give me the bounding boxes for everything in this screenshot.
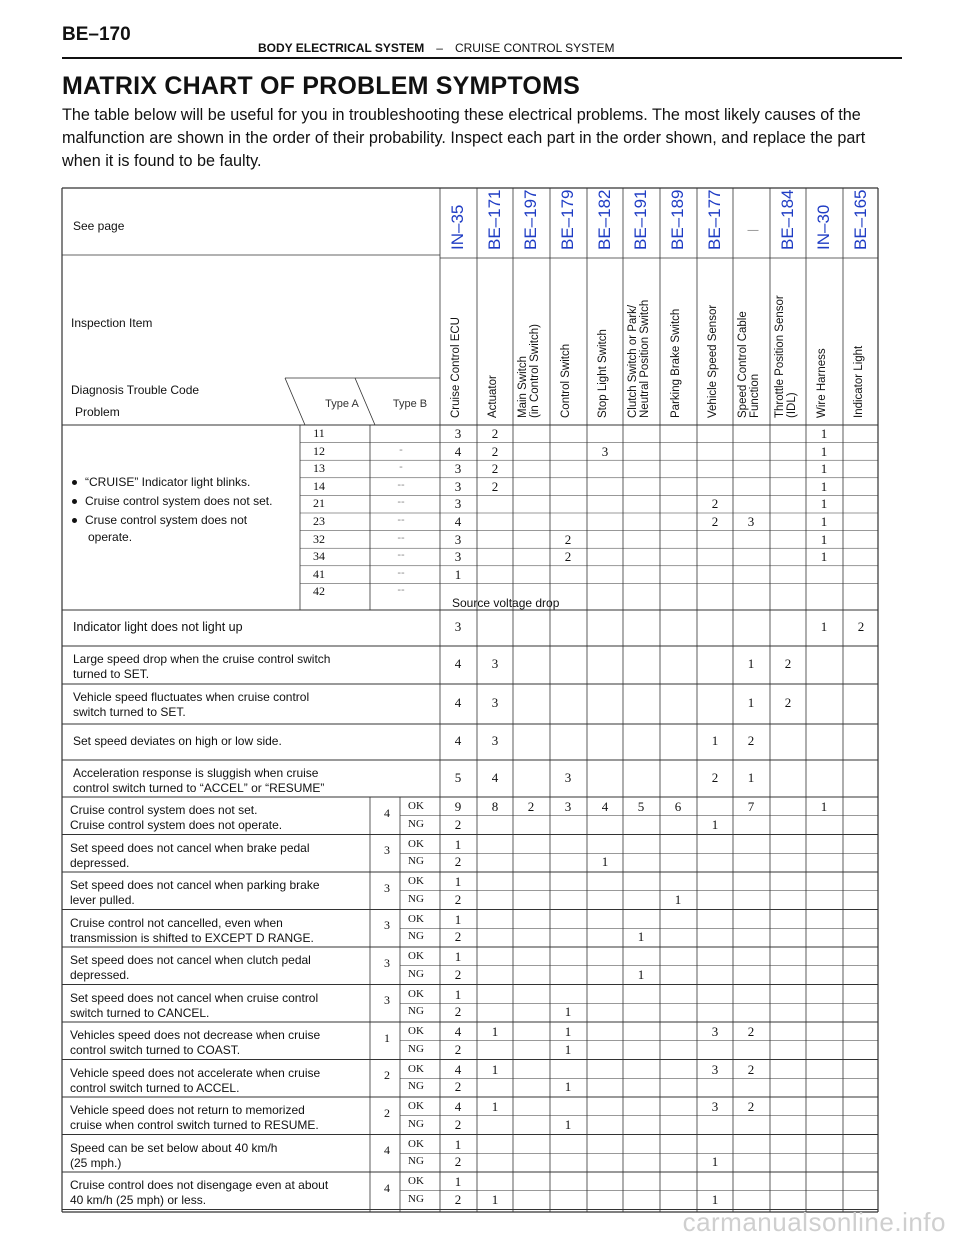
matrix-value: 3 bbox=[747, 514, 755, 529]
matrix-value: 2 bbox=[564, 549, 572, 565]
matrix-value-ok: 1 bbox=[454, 986, 462, 1002]
page-title: MATRIX CHART OF PROBLEM SYMPTOMS bbox=[62, 72, 580, 100]
matrix-value-ng: 2 bbox=[454, 854, 462, 870]
column-page-ref: BE–165 bbox=[851, 189, 870, 250]
intro-paragraph: The table below will be useful for you in troubleshooting these electrical problems. The most likely causes of the malfunction are shown in the order of their probability. Inspect each part in the order shown, and replace the part when it is found to be faulty. bbox=[62, 106, 866, 170]
inspection-item-label: Inspection Item bbox=[71, 316, 153, 330]
dtc-problem-line bbox=[72, 494, 272, 509]
column-inspection-item: Actuator bbox=[487, 375, 499, 418]
matrix-value: 1 bbox=[454, 566, 462, 582]
matrix-value: 3 bbox=[454, 478, 462, 494]
matrix-value: 3 bbox=[491, 733, 499, 748]
dtc-code: 11 bbox=[313, 426, 325, 440]
matrix-value-ok: 1 bbox=[454, 874, 462, 889]
dtc-code: 21 bbox=[313, 496, 325, 511]
matrix-value-ng: 2 bbox=[454, 891, 462, 907]
matrix-value: 2 bbox=[857, 619, 865, 634]
type-a-code: 4 bbox=[384, 1143, 390, 1158]
matrix-value: 1 bbox=[820, 514, 828, 529]
bullet bbox=[72, 499, 77, 504]
matrix-value: 2 bbox=[784, 695, 792, 710]
matrix-value-ng: 1 bbox=[564, 1041, 572, 1057]
column-inspection-item: Stop Light Switch bbox=[597, 329, 609, 418]
matrix-value-ok: 4 bbox=[601, 799, 609, 814]
ng-label: NG bbox=[408, 1155, 424, 1168]
matrix-value: 1 bbox=[747, 769, 755, 785]
matrix-value-ok: 1 bbox=[454, 1136, 462, 1152]
dtc-problem-text: Cruse control system does not bbox=[85, 513, 248, 527]
matrix-value: 3 bbox=[491, 695, 499, 710]
matrix-value-ok: 6 bbox=[674, 799, 682, 814]
matrix-value-ng: 1 bbox=[564, 1116, 572, 1132]
column-page-ref: BE–184 bbox=[778, 189, 797, 250]
column-page-ref-blank: | bbox=[745, 228, 759, 232]
ok-label: OK bbox=[408, 912, 424, 925]
ng-label: NG bbox=[408, 1117, 424, 1130]
column-inspection-item: Throttle Position Sensor (IDL) bbox=[774, 295, 798, 418]
matrix-value: 3 bbox=[454, 531, 462, 547]
column-page-ref: BE–189 bbox=[668, 189, 687, 250]
dtc-typeb-mark: -- bbox=[397, 584, 405, 597]
matrix-value: 3 bbox=[454, 461, 462, 477]
matrix-value: 1 bbox=[747, 656, 755, 671]
matrix-value-ng: 1 bbox=[711, 1154, 719, 1170]
dtc-problem-line bbox=[72, 475, 250, 490]
column-page-ref: BE–179 bbox=[558, 189, 577, 250]
ng-label: NG bbox=[408, 967, 424, 980]
matrix-value-ok: 1 bbox=[491, 1024, 499, 1039]
matrix-value-ok: 5 bbox=[637, 799, 645, 814]
ng-label: NG bbox=[408, 855, 424, 868]
column-inspection-item: Clutch Switch or Park/ Neutral Position Switch bbox=[627, 299, 651, 418]
dtc-problem-line bbox=[88, 530, 132, 545]
column-inspection-item: Speed Control Cable Function bbox=[737, 311, 761, 418]
problem-text: Set speed does not cancel when clutch pedal depressed. bbox=[70, 953, 311, 982]
matrix-value: 2 bbox=[711, 514, 719, 529]
matrix-value-ok: 4 bbox=[454, 1024, 462, 1039]
matrix-value-ng: 1 bbox=[491, 1191, 499, 1207]
dtc-typeb-mark: -- bbox=[397, 478, 405, 491]
matrix-value: 2 bbox=[491, 478, 499, 494]
matrix-value-ok: 2 bbox=[747, 1099, 755, 1114]
matrix-value-ok: 4 bbox=[454, 1099, 462, 1114]
column-page-ref: BE–197 bbox=[521, 189, 540, 250]
matrix-value: 1 bbox=[820, 461, 828, 477]
matrix-value-ng: 1 bbox=[564, 1004, 572, 1020]
dtc-typeb-mark: -- bbox=[397, 531, 405, 544]
ng-label: NG bbox=[408, 930, 424, 943]
matrix-value: 2 bbox=[491, 461, 499, 477]
matrix-value: 4 bbox=[454, 443, 462, 459]
column-page-ref: IN–30 bbox=[814, 204, 833, 250]
matrix-value: 1 bbox=[711, 733, 719, 748]
problem-text: Set speed does not cancel when parking brake lever pulled. bbox=[70, 878, 320, 907]
type-a-code: 2 bbox=[384, 1105, 390, 1120]
matrix-value: 4 bbox=[454, 695, 462, 710]
matrix-value-ok: 1 bbox=[454, 836, 462, 852]
type-a-code: 3 bbox=[384, 918, 390, 933]
column-page-ref: BE–191 bbox=[631, 189, 650, 250]
matrix-value-ng: 1 bbox=[711, 816, 719, 832]
ok-label: OK bbox=[408, 1175, 424, 1187]
grid-line bbox=[285, 378, 305, 425]
symptom-text: Acceleration response is sluggish when cruise control switch turned to “ACCEL” or “RESUME” bbox=[73, 766, 325, 795]
matrix-value: 2 bbox=[491, 443, 499, 459]
matrix-value: 1 bbox=[820, 478, 828, 494]
dtc-code: 14 bbox=[313, 478, 325, 493]
ng-label: NG bbox=[408, 892, 424, 905]
column-inspection-item: Cruise Control ECU bbox=[450, 317, 462, 418]
ok-label: OK bbox=[408, 950, 424, 962]
matrix-value: 1 bbox=[820, 496, 828, 512]
type-a-code: 4 bbox=[384, 805, 390, 820]
matrix-value-ok: 2 bbox=[527, 799, 535, 814]
system-name: BODY ELECTRICAL SYSTEM bbox=[258, 41, 425, 55]
ok-label: OK bbox=[408, 987, 424, 1000]
problem-text: Cruise control not cancelled, even when transmission is shifted to EXCEPT D RANGE. bbox=[70, 915, 314, 945]
matrix-value-ng: 2 bbox=[454, 966, 462, 982]
dtc-problem-line bbox=[72, 513, 247, 528]
matrix-value-ng: 1 bbox=[637, 929, 645, 945]
problem-text: Vehicle speed does not return to memorized cruise when control switch turned to RESUME. bbox=[70, 1103, 319, 1132]
matrix-value-ok: 3 bbox=[711, 1099, 719, 1114]
matrix-value: 1 bbox=[820, 443, 828, 459]
column-page-ref: BE–182 bbox=[595, 189, 614, 250]
dtc-problem-text: Cruise control system does not set. bbox=[85, 494, 273, 508]
matrix-value: 1 bbox=[820, 549, 828, 565]
symptom-text: Large speed drop when the cruise control switch turned to SET. bbox=[73, 652, 331, 681]
symptom-text: Set speed deviates on high or low side. bbox=[73, 734, 282, 748]
problem-text: Cruise control does not disengage even at about 40 km/h (25 mph) or less. bbox=[70, 1178, 329, 1207]
dtc-typeb-mark: -- bbox=[397, 549, 405, 562]
section-name: CRUISE CONTROL SYSTEM bbox=[454, 41, 615, 55]
problem-label: Problem bbox=[75, 405, 120, 419]
matrix-value-ng: 2 bbox=[454, 1191, 462, 1207]
type-a-code: 3 bbox=[384, 955, 390, 970]
dtc-problem-text: operate. bbox=[88, 530, 133, 544]
matrix-value: 4 bbox=[454, 733, 462, 748]
column-inspection-item: Indicator Light bbox=[853, 345, 865, 418]
dtc-typeb-mark: - bbox=[399, 443, 403, 456]
ok-label: OK bbox=[408, 837, 424, 850]
ok-label: OK bbox=[408, 800, 424, 812]
matrix-value: 1 bbox=[820, 531, 828, 547]
dtc-typeb-mark: -- bbox=[397, 496, 405, 509]
dtc-typeb-mark: - bbox=[399, 461, 403, 474]
ng-label: NG bbox=[408, 817, 424, 830]
ok-label: OK bbox=[408, 1025, 424, 1037]
dtc-label: Diagnosis Trouble Code bbox=[71, 383, 200, 397]
matrix-value-ng: 2 bbox=[454, 1079, 462, 1095]
matrix-value: 4 bbox=[454, 656, 462, 671]
matrix-value: 2 bbox=[491, 426, 499, 441]
ng-label: NG bbox=[408, 1192, 424, 1205]
problem-text: Cruise control system does not set. Cruise control system does not operate. bbox=[70, 803, 283, 832]
matrix-value-ng: 2 bbox=[454, 816, 462, 832]
matrix-value-ok: 4 bbox=[454, 1061, 462, 1077]
matrix-value: 4 bbox=[454, 514, 462, 529]
matrix-value-ok: 1 bbox=[454, 911, 462, 927]
matrix-value-ok: 8 bbox=[491, 799, 499, 814]
column-page-ref: BE–171 bbox=[485, 189, 504, 250]
matrix-value-ok: 1 bbox=[491, 1099, 499, 1114]
matrix-value: 3 bbox=[491, 656, 499, 671]
type-a-code: 3 bbox=[384, 880, 390, 895]
dtc-code: 32 bbox=[313, 531, 325, 546]
type-a-code: 4 bbox=[384, 1180, 390, 1195]
dtc-code: 42 bbox=[313, 584, 325, 599]
ok-label: OK bbox=[408, 1062, 424, 1075]
matrix-value-ok: 1 bbox=[491, 1061, 499, 1077]
type-b-label: Type B bbox=[392, 398, 428, 410]
dtc-code: 13 bbox=[313, 461, 325, 476]
column-inspection-item: Parking Brake Switch bbox=[670, 308, 682, 418]
matrix-value-ng: 2 bbox=[454, 1041, 462, 1057]
column-inspection-item: Vehicle Speed Sensor bbox=[707, 304, 719, 418]
matrix-value-ng: 1 bbox=[564, 1079, 572, 1095]
type-a-code: 2 bbox=[384, 1068, 390, 1083]
symptom-text: Indicator light does not light up bbox=[73, 620, 243, 634]
matrix-value-ok: 1 bbox=[820, 799, 828, 814]
type-a-code: 3 bbox=[384, 993, 390, 1008]
problem-text: Speed can be set below about 40 km/h (25 mph.) bbox=[70, 1140, 278, 1170]
matrix-value-ng: 1 bbox=[601, 854, 609, 870]
matrix-value-ng: 1 bbox=[674, 891, 682, 907]
matrix-value-ng: 1 bbox=[711, 1191, 719, 1207]
matrix-value-ok: 1 bbox=[454, 949, 462, 964]
matrix-value: 3 bbox=[454, 496, 462, 512]
matrix-value-ok: 9 bbox=[454, 799, 462, 814]
dtc-problem-text: “CRUISE” Indicator light blinks. bbox=[85, 475, 251, 489]
type-a-code: 1 bbox=[384, 1030, 390, 1045]
dtc-code: 41 bbox=[313, 566, 325, 581]
column-inspection-item: Control Switch bbox=[560, 343, 572, 418]
watermark: carmanualsonline.info bbox=[682, 1207, 946, 1237]
matrix-value-ok: 1 bbox=[454, 1174, 462, 1189]
matrix-value-ok: 1 bbox=[564, 1024, 572, 1039]
type-a-code: 3 bbox=[384, 843, 390, 858]
matrix-value: 5 bbox=[454, 769, 462, 785]
type-a-label: Type A bbox=[325, 398, 359, 410]
matrix-value-ng: 2 bbox=[454, 1154, 462, 1170]
ng-label: NG bbox=[408, 1042, 424, 1055]
matrix-value-ok: 2 bbox=[747, 1024, 755, 1039]
matrix-value-ok: 3 bbox=[564, 799, 572, 814]
ng-label: NG bbox=[408, 1080, 424, 1093]
matrix-value-ok: 3 bbox=[711, 1061, 719, 1077]
matrix-value: 3 bbox=[454, 426, 462, 441]
ok-label: OK bbox=[408, 875, 424, 887]
matrix-value: 2 bbox=[711, 769, 719, 785]
bullet bbox=[72, 480, 77, 485]
problem-text: Set speed does not cancel when brake pedal depressed. bbox=[70, 840, 310, 870]
matrix-value-ok: 3 bbox=[711, 1024, 719, 1039]
ok-label: OK bbox=[408, 1137, 424, 1150]
matrix-value: 3 bbox=[601, 443, 609, 459]
matrix-value-ng: 2 bbox=[454, 1116, 462, 1132]
source-voltage-note: Source voltage drop bbox=[452, 596, 560, 610]
dtc-typeb-mark: -- bbox=[397, 566, 405, 579]
matrix-value: 4 bbox=[491, 769, 499, 785]
matrix-value-ng: 2 bbox=[454, 929, 462, 945]
matrix-value: 2 bbox=[564, 531, 572, 547]
matrix-value: 2 bbox=[711, 496, 719, 512]
problem-text: Vehicles speed does not decrease when cruise control switch turned to COAST. bbox=[70, 1028, 321, 1057]
column-page-ref: IN–35 bbox=[448, 204, 467, 250]
matrix-value: 3 bbox=[564, 769, 572, 785]
problem-text: Set speed does not cancel when cruise control switch turned to CANCEL. bbox=[70, 990, 319, 1020]
header-separator: – bbox=[436, 41, 443, 55]
matrix-value: 3 bbox=[454, 549, 462, 565]
matrix-value: 1 bbox=[820, 619, 828, 634]
matrix-value: 1 bbox=[820, 426, 828, 441]
ok-label: OK bbox=[408, 1100, 424, 1112]
matrix-value: 2 bbox=[747, 733, 755, 748]
matrix-value-ok: 2 bbox=[747, 1061, 755, 1077]
dtc-typeb-mark: -- bbox=[397, 514, 405, 526]
matrix-value-ok: 7 bbox=[747, 799, 755, 814]
ng-label: NG bbox=[408, 1005, 424, 1018]
column-inspection-item: Main Switch (in Control Switch) bbox=[517, 324, 541, 418]
page-number: BE–170 bbox=[62, 24, 131, 45]
see-page-label: See page bbox=[73, 219, 125, 233]
matrix-value: 1 bbox=[747, 695, 755, 710]
column-page-ref: BE–177 bbox=[705, 189, 724, 250]
matrix-value-ng: 2 bbox=[454, 1004, 462, 1020]
matrix-value: 2 bbox=[784, 656, 792, 671]
problem-text: Vehicle speed does not accelerate when cruise control switch turned to ACCEL. bbox=[70, 1065, 321, 1095]
dtc-code: 34 bbox=[313, 549, 325, 564]
dtc-code: 23 bbox=[313, 514, 325, 528]
matrix-value: 3 bbox=[454, 619, 462, 634]
bullet bbox=[72, 518, 77, 523]
matrix-value-ng: 1 bbox=[637, 966, 645, 982]
symptom-text: Vehicle speed fluctuates when cruise control switch turned to SET. bbox=[73, 690, 310, 719]
dtc-code: 12 bbox=[313, 443, 325, 458]
column-inspection-item: Wire Harness bbox=[816, 348, 828, 418]
